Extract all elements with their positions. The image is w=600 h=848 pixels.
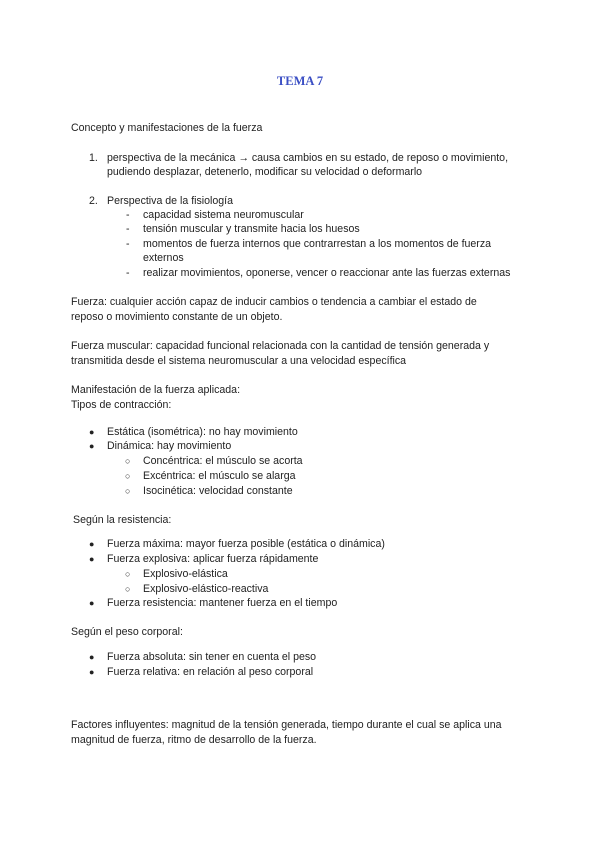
sub-item-4: realizar movimientos, oponerse, vencer o reaccionar ante las fuerzas externas (143, 267, 511, 279)
fuerza-definition-line2: reposo o movimiento constante de un objeto. (71, 311, 283, 323)
subbullet-explosivo-elastica: Explosivo-elástica (143, 568, 228, 580)
sub-item-3: momentos de fuerza internos que contrarrestan a los momentos de fuerza (143, 238, 492, 250)
list-item-2-line1: Perspectiva de la fisiología (107, 195, 234, 207)
bullet-fuerza-resistencia: Fuerza resistencia: mantener fuerza en el tiempo (107, 597, 338, 609)
circle-marker: ○ (125, 486, 131, 496)
section-heading-concepto: Concepto y manifestaciones de la fuerza (71, 122, 263, 134)
sub-item-2: tensión muscular y transmite hacia los huesos (143, 223, 360, 235)
circle-marker: ○ (125, 471, 131, 481)
list-item-1-line2: pudiendo desplazar, detenerlo, modificar su velocidad o deformarlo (107, 166, 423, 178)
bullet-marker: ● (89, 652, 95, 662)
bullet-marker: ● (89, 598, 95, 608)
subbullet-explosivo-elastico-reactiva: Explosivo-elástico-reactiva (143, 583, 269, 595)
factores-line1: Factores influyentes: magnitud de la tensión generada, tiempo durante el cual se aplica una (71, 719, 502, 731)
factores-line2: magnitud de fuerza, ritmo de desarrollo de la fuerza. (71, 734, 317, 746)
list-number-1: 1. (89, 152, 98, 164)
dash-marker: - (126, 238, 130, 250)
peso-heading: Según el peso corporal: (71, 626, 183, 638)
list-number-2: 2. (89, 195, 98, 207)
circle-marker: ○ (125, 456, 131, 466)
dash-marker: - (126, 209, 130, 221)
circle-marker: ○ (125, 569, 131, 579)
tipos-contraccion-heading: Tipos de contracción: (71, 399, 172, 411)
bullet-fuerza-relativa: Fuerza relativa: en relación al peso corporal (107, 666, 314, 678)
bullet-fuerza-absoluta: Fuerza absoluta: sin tener en cuenta el peso (107, 651, 317, 663)
bullet-estatica: Estática (isométrica): no hay movimiento (107, 426, 298, 438)
dash-marker: - (126, 223, 130, 235)
bullet-dinamica: Dinámica: hay movimiento (107, 440, 232, 452)
bullet-marker: ● (89, 554, 95, 564)
subbullet-concentrica: Concéntrica: el músculo se acorta (143, 455, 303, 467)
bullet-marker: ● (89, 539, 95, 549)
bullet-marker: ● (89, 427, 95, 437)
subbullet-isocinetica: Isocinética: velocidad constante (143, 485, 293, 497)
subbullet-excentrica: Excéntrica: el músculo se alarga (143, 470, 296, 482)
sub-item-1: capacidad sistema neuromuscular (143, 209, 304, 221)
bullet-marker: ● (89, 667, 95, 677)
bullet-fuerza-explosiva: Fuerza explosiva: aplicar fuerza rápidamente (107, 553, 319, 565)
fuerza-muscular-line1: Fuerza muscular: capacidad funcional relacionada con la cantidad de tensión generada y (71, 340, 490, 352)
dash-marker: - (126, 267, 130, 279)
manifestacion-heading: Manifestación de la fuerza aplicada: (71, 384, 241, 396)
fuerza-definition-line1: Fuerza: cualquier acción capaz de inducir cambios o tendencia a cambiar el estado de (71, 296, 477, 308)
resistencia-heading: Según la resistencia: (73, 514, 172, 526)
bullet-marker: ● (89, 441, 95, 451)
sub-item-3-cont: externos (143, 252, 184, 264)
fuerza-muscular-line2: transmitida desde el sistema neuromuscular a una velocidad específica (71, 355, 407, 367)
circle-marker: ○ (125, 584, 131, 594)
list-item-1-line1: perspectiva de la mecánica → causa cambios en su estado, de reposo o movimiento, (107, 152, 509, 164)
page-title: TEMA 7 (276, 74, 324, 88)
bullet-fuerza-maxima: Fuerza máxima: mayor fuerza posible (estática o dinámica) (107, 538, 385, 550)
